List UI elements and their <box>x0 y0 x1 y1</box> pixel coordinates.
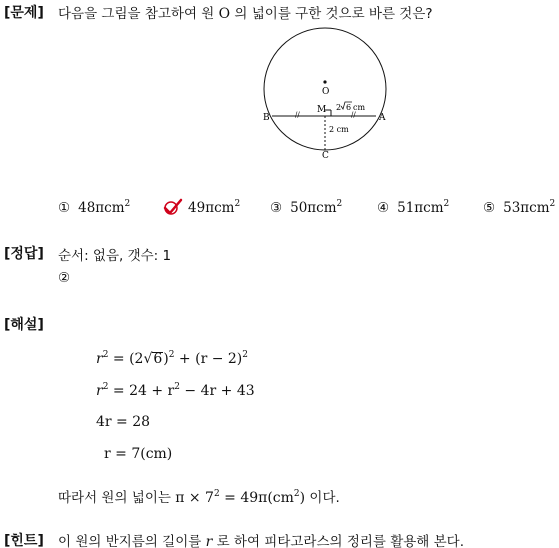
option-2-value: 49 <box>188 200 206 216</box>
option-3[interactable] <box>270 200 342 216</box>
label-am-unit: cm <box>353 103 366 112</box>
option-1-number: ① <box>58 200 71 216</box>
answer-tag: [정답] <box>4 246 44 262</box>
option-4-unit: cm <box>423 200 444 216</box>
conclusion-exp-2: 2 <box>293 489 300 499</box>
answer-line-2: ② <box>58 270 71 286</box>
option-5-number: ⑤ <box>483 200 496 216</box>
option-2-unit: cm <box>214 200 235 216</box>
label-mc: 2 cm <box>329 125 349 134</box>
conclusion-suffix: 이다. <box>305 490 340 506</box>
option-1-exp: 2 <box>124 199 131 209</box>
option-4-exp: 2 <box>443 199 450 209</box>
option-4-number: ④ <box>377 200 390 216</box>
hint-var: r <box>205 534 213 548</box>
option-1-value: 48 <box>78 200 96 216</box>
option-5[interactable] <box>483 200 555 216</box>
option-5-exp: 2 <box>549 199 556 209</box>
option-4-value: 51 <box>397 200 415 216</box>
eq1-exp2: 2 <box>168 350 175 360</box>
eq1-mid: ) <box>163 351 169 367</box>
label-center-o: O <box>322 87 330 97</box>
conclusion-expr-2: = 49π(cm <box>219 490 294 506</box>
label-a: A <box>379 113 386 123</box>
question-prefix: 다음을 그림을 참고하여 원 <box>58 6 219 22</box>
hint-text <box>58 530 464 548</box>
conclusion-prefix: 따라서 원의 넓이는 <box>58 490 176 506</box>
answer-line-1: 순서: 없음, 갯수: 1 <box>58 248 172 264</box>
option-3-value: 50 <box>290 200 308 216</box>
label-c: C <box>322 151 329 161</box>
checkmark-icon <box>162 198 184 216</box>
eq1-lhs: r <box>96 351 103 367</box>
option-1-pi: π <box>95 200 105 216</box>
solution-eq-2 <box>96 383 255 399</box>
hint-prefix: 이 원의 반지름의 길이를 <box>58 534 206 548</box>
question-var: O <box>218 6 231 22</box>
solution-tag: [해설] <box>4 317 44 333</box>
label-am-rad: 6 <box>346 103 352 112</box>
conclusion-exp-1: 2 <box>213 489 220 499</box>
eq1-tail: + (r − 2) <box>174 351 243 367</box>
option-2[interactable] <box>188 200 240 216</box>
eq2-lhs: r <box>96 383 103 399</box>
option-4-pi: π <box>414 200 424 216</box>
option-1-unit: cm <box>104 200 125 216</box>
option-5-unit: cm <box>529 200 550 216</box>
option-3-unit: cm <box>316 200 337 216</box>
solution-eq-3: 4r = 28 <box>96 414 151 430</box>
eq1-exp3: 2 <box>242 350 249 360</box>
label-m: M <box>317 105 327 115</box>
solution-conclusion <box>58 486 340 506</box>
option-2-exp: 2 <box>234 199 241 209</box>
circle-figure <box>255 14 395 164</box>
hint-suffix: 로 하여 피타고라스의 정리를 활용해 본다. <box>212 534 465 548</box>
center-point <box>323 80 326 83</box>
option-3-pi: π <box>307 200 317 216</box>
tick-right: // <box>351 111 356 119</box>
eq2-exp2: 2 <box>174 382 180 392</box>
option-4[interactable] <box>377 200 449 216</box>
question-tag: [문제] <box>4 5 44 21</box>
eq1-exp: 2 <box>102 350 109 360</box>
conclusion-expr-3: ) <box>299 490 306 506</box>
hint-tag: [힌트] <box>4 533 44 548</box>
eq1-rad: 6 <box>153 351 163 367</box>
tick-left: // <box>295 111 300 119</box>
option-2-pi: π <box>205 200 215 216</box>
option-5-pi: π <box>520 200 530 216</box>
option-1[interactable] <box>58 200 130 216</box>
eq1-eq: = (2 <box>108 351 144 367</box>
option-3-number: ③ <box>270 200 283 216</box>
label-am-coef: 2 <box>336 103 342 112</box>
eq1-radical-sign: √ <box>143 351 153 367</box>
label-b: B <box>263 113 270 123</box>
option-3-exp: 2 <box>336 199 343 209</box>
eq2-exp: 2 <box>102 382 109 392</box>
conclusion-expr-1: π × 7 <box>175 490 214 506</box>
eq2-tail: − 4r + 43 <box>179 383 255 399</box>
eq2-mid: = 24 + r <box>108 383 175 399</box>
solution-eq-1 <box>96 351 248 367</box>
question-suffix: 의 넓이를 구한 것으로 바른 것은? <box>230 6 433 22</box>
option-5-value: 53 <box>503 200 521 216</box>
solution-eq-4: r = 7(cm) <box>104 446 173 462</box>
